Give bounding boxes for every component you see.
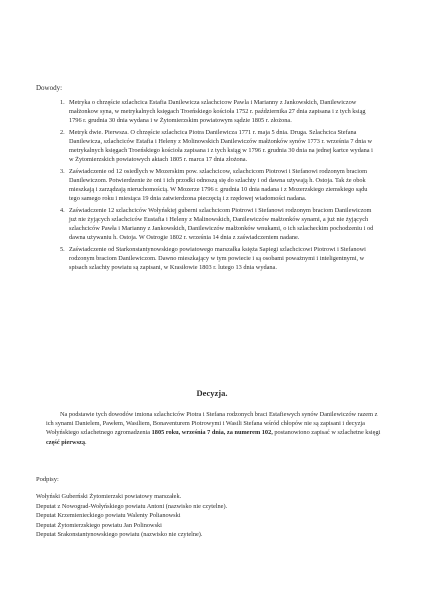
- decision-title: Decyzja.: [196, 388, 228, 398]
- decision-paragraph: [46, 410, 386, 447]
- signature-line: Deputat Krzemienieckiego powiatu Walenty Polianowski: [36, 512, 181, 520]
- evidence-item-text: Zaświadczenie 12 szlachciców Wołyńskiej guberni szlachcicom Piotrowi i Stefanowi rodzonym braciom Danilewiczom już nie żyjących szlachciców Eustafia i Heleny z Malinowskich, Danilewiczów małżonków synami, a już nie żyjących szlachciców Pawła i Marianny z Jankowskich, Danilewiczów małżonków wnukami, o ich szlacheckim pochodzeniu i od dawna używaniu h. Ostoja. W Ostrogie 1802 r. września 14 dnia z zaświadczeniem nadane.: [69, 206, 374, 242]
- evidence-item-text: Metryka o chrzęście szlachcica Estafia Danilewicza szlachcicow Pawla i Marianny z Jankowskich, Danilewiczow małżonkow syna, w metrykalnych księgach Troeńskiego kościoła 1752 r. października 27 dnia zapisana i z tych ksiąg 1796 r. grudnia 30 dnia wydana i w Żytomierzskim powiatowym sądzie 1805 r. złożona.: [69, 99, 366, 125]
- evidence-item-number: 4.: [60, 206, 65, 214]
- evidence-item: [60, 128, 378, 164]
- decision-text-before: Na podstawie tych dowodów imiona szlachciców Piotra i Stefana rodzonych braci Estafiewych synów Danilewiczów razem z ich synami Danielem, Pawłem, Wasiliem, Bonaventurem Piotrowymi i Wasili Stefana wśród chłopów nie są zapisani i decyzja Wołyńskiego szlachetnego zgromadzenia: [46, 411, 378, 437]
- signature-line: Deputat Żytomierzskiego powiatu Jan Polinowski: [36, 521, 162, 529]
- evidence-item: [60, 206, 378, 242]
- decision-text-middle: postanowiono zapisać w szlachetne księgi: [272, 429, 381, 437]
- decision-date: 1805 roku, września 7 dnia, za numerem 102,: [151, 429, 273, 437]
- evidence-item-text: Zaświadczenie od 12 osiedlych w Mozerskim pow. szlachcicow, szlachcicom Piotrowi i Stefanowi rodzonym braciom Danilewiczom. Potwierdzenie że oni i ich przodki odnoszą się do szlachty i od dawna używają h. Ostoja. Tak że obok mieszkają i zarządzają nieruchomością. W Mozerze 1796 r. grudnia 10 dnia nadana i z Mozerzskiego ziemskiego sądu tego samego roku i miesiąca 19 dnia zatwierdzona pieczęcią i z rzędowej wiadomości nadana.: [69, 167, 368, 203]
- evidence-item: [60, 245, 378, 272]
- evidence-item-number: 3.: [60, 167, 65, 175]
- decision-book-part: część pierwszą: [46, 438, 85, 446]
- signature-line: Deputat z Nowograd-Wołyńskiego powiatu Antoni (nazwisko nie czytelne).: [36, 502, 228, 510]
- evidence-item-text: Zaświadczenie od Starkonstantynowskiego powiatowego marszałka księża Sapiegi szlachcicowi Piotrowi i Stefanowi rodzonym braciom Danilewiczom. Dawno mieszkający w tym powiecie i są osobami poważnymi i inteligentnymi, w spisach szlachty powiatu są zapisani, w Krasiłowie 1803 r. lutego 13 dnia wydana.: [69, 245, 366, 271]
- evidence-item: [60, 98, 378, 125]
- signatures-list: [36, 492, 396, 540]
- signatures-heading: Podpisy:: [36, 476, 59, 483]
- decision-text-end: .: [85, 438, 87, 446]
- evidence-heading: Dowody:: [36, 84, 63, 92]
- evidence-item-number: 1.: [60, 99, 65, 106]
- evidence-list: [60, 98, 378, 275]
- evidence-item: [60, 167, 378, 203]
- signature-line: Wołyński Guberński Żytomierzski powiatowy marszałek.: [36, 493, 182, 500]
- evidence-item-number: 5.: [60, 245, 65, 253]
- signature-line: Deputat Srakonstantynowskiego powiatu (nazwisko nie czytelne).: [36, 531, 203, 539]
- evidence-item-text: Metryk dwie. Pierwsza. O chrzęście szlachcica Piotra Danilewicza 1771 r. maja 5 dnia. Druga. Szlachcica Stefana Danilewicza, szlachciców Estafia i Heleny z Molinowskich Danilewiczów małżonków synów 1773 r. września 7 dnia w metrykalnych księgach Troeńskiego kościoła zapisana i z tych ksiąg w 1796 r. grudnia 30 dnia na jednej kartce wydana i w Żytomierzskich powiatowych aktach 1805 r. marca 17 dnia złożona.: [69, 128, 373, 164]
- evidence-item-number: 2.: [60, 128, 65, 136]
